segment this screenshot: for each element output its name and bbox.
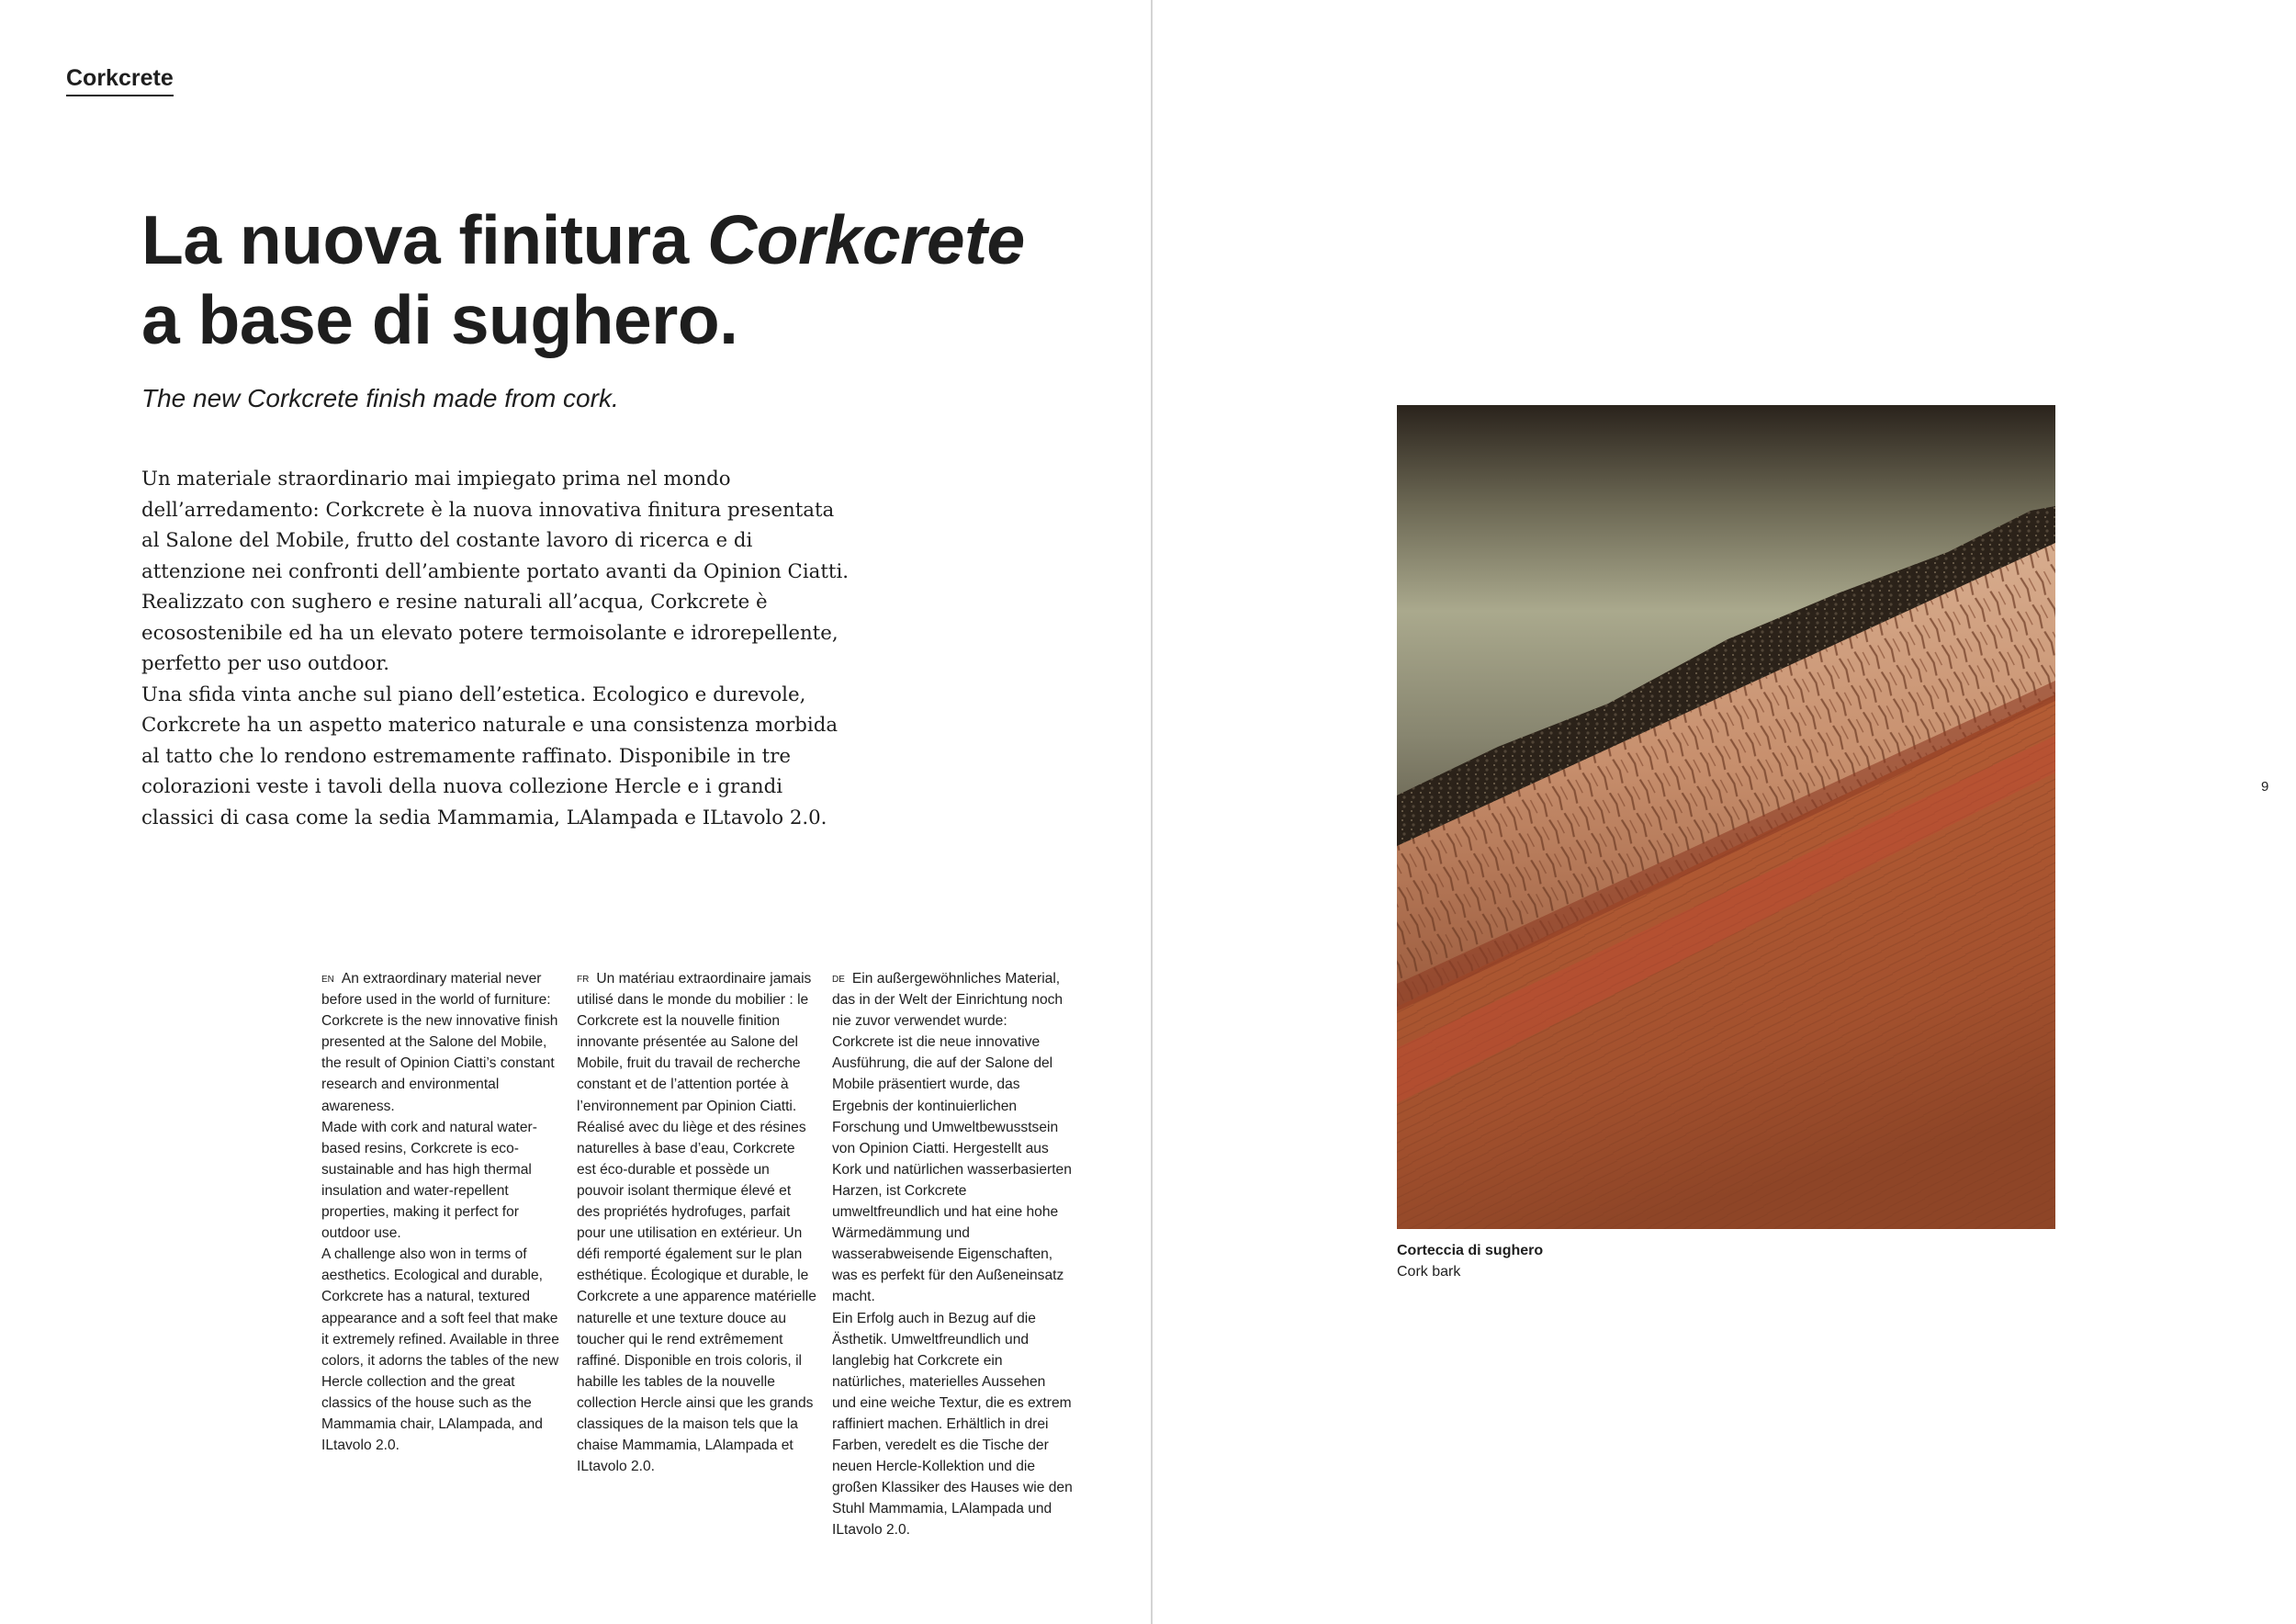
cork-bark-photo (1397, 405, 2055, 1229)
headline (141, 200, 1115, 360)
caption-english: Cork bark (1397, 1264, 1461, 1280)
running-title: Corkcrete (66, 64, 174, 96)
headline-line-2: a base di sughero. (141, 281, 738, 358)
translation-column-de (832, 968, 1073, 1541)
translation-paragraph: Ein Erfolg auch in Bezug auf die Ästhetik. Umweltfreundlich und langlebig hat Corkcrete ein natürliches, materielles Aussehen und eine weiche Textur, die es extrem raffiniert machen. Erhältlich in drei Farben, veredelt es die Tische der neuen Hercle-Kollektion und die großen Klassiker des Hauses wie den Stuhl Mammamia, LAlampada und ILtavolo 2.0. (832, 1310, 1073, 1539)
translation-text: Ein außergewöhnliches Material, das in der Welt der Einrichtung noch nie zuvor verwendet wurde: Corkcrete ist die neue innovative Ausführung, die auf der Salone del Mobile präsentiert wurde, das Ergebnis der kontinuierlichen Forschung und Umweltbewusstsein von Opinion Ciatti. Hergestellt aus Kork und natürlichen wasserbasierten Harzen, ist Corkcrete umweltfreundlich und hat eine hohe Wärmedämmung und wasserabweisende Eigenschaften, was es perfekt für den Außeneinsatz macht. (832, 971, 1072, 1305)
headline-emphasis: Corkcrete (707, 201, 1025, 278)
headline-prefix: La nuova finitura (141, 201, 708, 278)
headline-line-1 (141, 200, 1115, 280)
page-number: 9 (2261, 779, 2269, 795)
intro-text (141, 464, 858, 833)
translation-column-fr (577, 968, 817, 1477)
translation-paragraph (577, 968, 817, 1477)
subtitle: The new Corkcrete finish made from cork. (141, 384, 619, 412)
translation-paragraph: A challenge also won in terms of aesthetics. Ecological and durable, Corkcrete has a natural, textured appearance and a soft feel that make it extremely refined. Available in three colors, it adorns the tables of the new Hercle collection and the great classics of the house such as the Mammamia chair, LAlampada, and ILtavolo 2.0. (321, 1246, 559, 1454)
language-code: FR (577, 975, 590, 985)
translation-text: An extraordinary material never before used in the world of furniture: Corkcrete is the new innovative finish presented at the Salone del Mobile, the result of Opinion Ciatti’s constant research and environmental awareness. (321, 971, 558, 1114)
translation-paragraph (321, 968, 562, 1117)
language-code: DE (832, 975, 845, 985)
page-spine-divider (1151, 0, 1153, 1624)
intro-paragraph: Una sfida vinta anche sul piano dell’estetica. Ecologico e durevole, Corkcrete ha un aspetto materico naturale e una consistenza morbida al tatto che lo rendono estremamente raffinato. Disponibile in tre colorazioni veste i tavoli della nuova collezione Hercle e i grandi classici di casa come la sedia Mammamia, LAlampada e ILtavolo 2.0. (141, 682, 838, 829)
language-code: EN (321, 975, 334, 985)
translation-text: Un matériau extraordinaire jamais utilisé dans le monde du mobilier : le Corkcrete est la nouvelle finition innovante présentée au Salone del Mobile, fruit du travail de recherche constant et de l’attention portée à l’environnement par Opinion Ciatti. Réalisé avec du liège et des résines naturelles à base d’eau, Corkcrete est éco-durable et possède un pouvoir isolant thermique élevé et des propriétés hydrofuges, parfait pour une utilisation en extérieur. Un défi remporté également sur le plan esthétique. Écologique et durable, le Corkcrete a une apparence matérielle naturelle et une texture douce au toucher qui le rend extrêmement raffiné. Disponible en trois coloris, il habille les tables de la nouvelle collection Hercle ainsi que les grands classiques de la maison tels que la chaise Mammamia, LAlampada et ILtavolo 2.0. (577, 971, 816, 1475)
intro-paragraph: Un materiale straordinario mai impiegato prima nel mondo dell’arredamento: Corkcrete è la nuova innovativa finitura presentata al Salone del Mobile, frutto del costante lavoro di ricerca e di attenzione nei confronti dell’ambiente portato avanti da Opinion Ciatti. (141, 468, 850, 583)
intro-paragraph: Realizzato con sughero e resine naturali all’acqua, Corkcrete è ecosostenibile ed ha un elevato potere termoisolante e idrorepellente, perfetto per uso outdoor. (141, 591, 838, 675)
caption-italian: Corteccia di sughero (1397, 1243, 1544, 1258)
figure-caption (1397, 1240, 1543, 1282)
translation-paragraph: Made with cork and natural water-based resins, Corkcrete is eco-sustainable and has high thermal insulation and water-repellent properties, making it perfect for outdoor use. (321, 1119, 537, 1242)
translation-column-en (321, 968, 562, 1456)
translation-paragraph (832, 968, 1073, 1308)
